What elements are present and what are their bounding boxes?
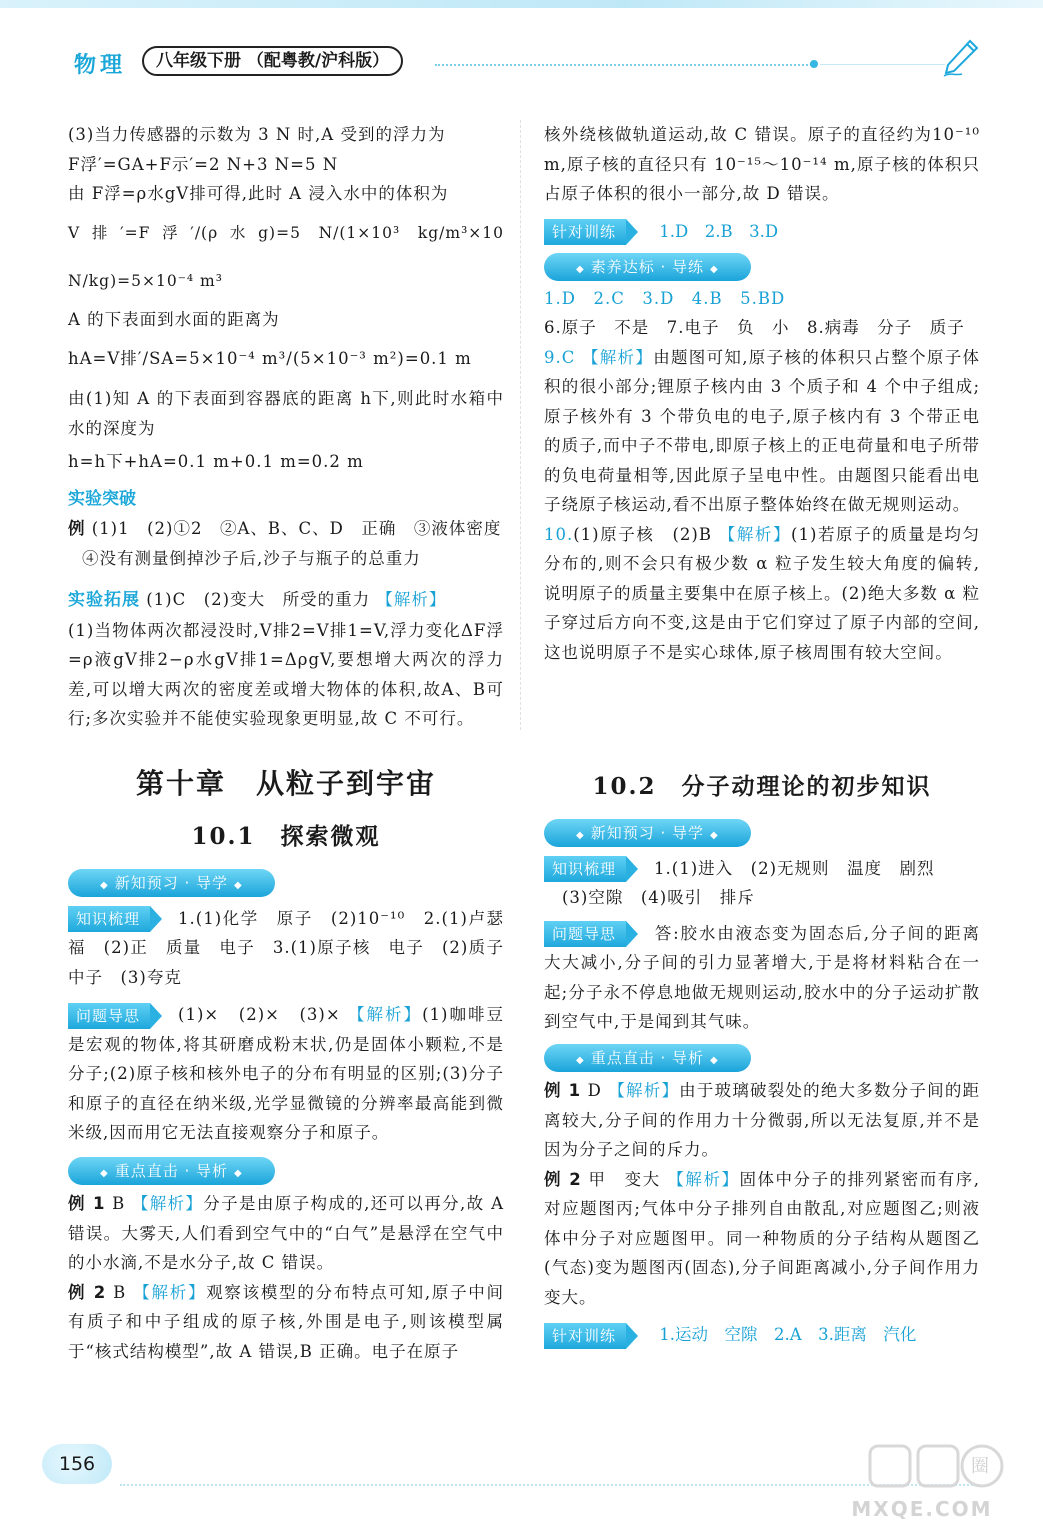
grade-label: 八年级下册	[156, 51, 241, 71]
example-answer: (1)1 (2)①2 ②A、B、C、D 正确 ③液体密度	[91, 519, 502, 538]
new-pill-row	[68, 868, 504, 898]
formula-line: F浮′=GA+F示′=2 N+3 N=5 N	[68, 154, 339, 174]
example-line	[68, 514, 504, 544]
answer-10-head: (1)原子核 (2)B	[573, 524, 712, 544]
pill-literacy: ◆ 素养达标 · 导练 ◆	[544, 253, 751, 281]
knowledge-block	[68, 904, 522, 993]
knowledge-text: 1.(1)化学 原子 (2)10⁻¹⁰ 2.(1)卢瑟福 (2)正 质量 电子 3.(1)原子核 电子 (2)质子 中子 (3)夸克	[68, 908, 522, 987]
pill-new-label: 新知预习 · 导学	[590, 824, 705, 842]
analysis-tag: 【解析】	[667, 1169, 740, 1189]
pill-new-label: 新知预习 · 导学	[114, 874, 229, 892]
pen-icon	[940, 38, 980, 78]
example-2-text: 观察该模型的分布特点可知,原子中间有质子和中子组成的原子核,外围是电子,则该模型属于“核式结构模型”,故 A 错误,B 正确。电子在原子	[68, 1282, 505, 1361]
tag-question: 问题导思	[544, 921, 626, 947]
svg-text:圈: 圈	[971, 1456, 989, 1477]
example-2-text: 固体中分子的排列紧密而有序,对应题图丙;气体中分子排列自由散乱,对应题图乙;则液体中分子对应题图甲。同一种物质的分子结构从题图乙(气态)变为题图丙(固态),分子间距离减小,分子间作用力变大。	[544, 1169, 981, 1307]
right-top-column	[544, 120, 980, 667]
example-1-text: 由于玻璃破裂处的绝大多数分子间的距离较大,分子间的作用力十分微弱,所以无法复原,并不是因为分子之间的斥力。	[544, 1081, 981, 1159]
answer-9-number: 9.C	[544, 347, 576, 367]
watermark-logo	[830, 1440, 1010, 1530]
subject-label: 物理	[74, 53, 127, 78]
training-row	[544, 1320, 980, 1350]
pill-key-label: 重点直击 · 导析	[590, 1048, 705, 1067]
header-dotted-line	[435, 64, 815, 66]
question-block	[68, 1000, 504, 1148]
example-2	[544, 1165, 980, 1313]
header-dot	[810, 60, 818, 68]
example-1-answer: D	[587, 1081, 602, 1100]
example-answer-cont: ④没有测量倒掉沙子后,沙子与瓶子的总重力	[82, 548, 421, 568]
question-text: (1)咖啡豆是宏观的物体,将其研磨成粉末状,仍是固体小颗粒,不是分子;(2)原子核和核外电子的分布有明显的区别;(3)分子和原子的直径在纳米级,光学显微镜的分辨率最高能到微米级,因而用它无法直接观察分子和原子。	[68, 1005, 505, 1142]
question-text: 答:胶水由液态变为固态后,分子间的距离大大减小,分子间的引力显著增大,于是将材料粘合在一起;分子永不停息地做无规则运动,胶水中的分子运动扩散到空气中,于是闻到其气味。	[544, 923, 980, 1031]
example-1-answer: B	[112, 1194, 126, 1213]
pill-key-points: ◆ 重点直击 · 导析 ◆	[68, 1157, 275, 1185]
page-header	[70, 44, 980, 80]
analysis-tag: 【解析】	[133, 1282, 207, 1302]
analysis-tag: 【解析】	[581, 347, 654, 367]
analysis-tag: 【解析】	[718, 524, 792, 544]
extension-paragraph: (1)当物体两次都浸没时,V排2=V排1=V,浮力变化ΔF浮=ρ液gV排2−ρ水gV排1=ΔρgV,要想增大两次的浮力差,可以增大两次的密度差或增大物体的体积,故A、B可行;多次实验并不能使实验现象更明显,故 C 不可行。	[68, 620, 504, 728]
section-10-2-column	[544, 818, 980, 1350]
knowledge-text: 1.(1)进入 (2)无规则 温度 剧烈	[654, 858, 935, 878]
top-decor-bar	[0, 0, 1043, 8]
column-divider	[520, 120, 521, 730]
answers-line: 6.原子 不是 7.电子 负 小 8.病毒 分子 质子	[544, 318, 965, 337]
tag-question: 问题导思	[68, 1003, 150, 1029]
example-2-label: 例 2	[68, 1282, 107, 1302]
pill-key-points: ◆ 重点直击 · 导析 ◆	[544, 1044, 751, 1072]
tag-knowledge: 知识梳理	[544, 856, 626, 882]
text-paragraph: 由(1)知 A 的下表面到容器底的距离 h下,则此时水箱中水的深度为	[68, 389, 504, 438]
text-line: (3)当力传感器的示数为 3 N 时,A 受到的浮力为	[68, 125, 446, 144]
example-2-answer: B	[113, 1282, 127, 1302]
text-line: A 的下表面到水面的距离为	[68, 309, 280, 329]
example-1-label: 例 1	[544, 1081, 582, 1100]
grade-edition-pill	[142, 46, 403, 76]
training-answers: 1.D 2.B 3.D	[659, 221, 779, 241]
section-10-1-column	[68, 868, 522, 1366]
example-1	[544, 1076, 980, 1165]
pill-key-label: 重点直击 · 导析	[114, 1161, 229, 1180]
question-head: (1)× (2)× (3)×	[178, 1005, 341, 1024]
extension-line	[68, 585, 504, 616]
answer-10-number: 10.	[544, 524, 574, 544]
tag-knowledge: 知识梳理	[68, 906, 150, 932]
pill-new-preview: ◆ 新知预习 · 导学 ◆	[68, 869, 275, 897]
knowledge-block	[544, 854, 980, 884]
text-line: 由 F浮=ρ水gV排可得,此时 A 浸入水中的体积为	[68, 184, 449, 203]
tag-training: 针对训练	[544, 1323, 626, 1349]
formula-line: hA=V排′/SA=5×10⁻⁴ m³/(5×10⁻³ m²)=0.1 m	[68, 349, 472, 368]
analysis-tag: 【解析】	[347, 1005, 423, 1024]
svg-text:MXQE.COM: MXQE.COM	[851, 1497, 993, 1521]
page-number: 156	[42, 1444, 112, 1484]
answer-9-text: 由题图可知,原子核的体积只占整个原子体积的很小部分;锂原子核内由 3 个质子和 4 个中子组成;原子核外有 3 个带负电的电子,原子核内有 3 个带正电的质子,而中子不带电,即原子核上的正电荷量和电子所带的负电荷量相等,因此原子呈电中性。由题图只能看出电子绕原子核运动,看不出原子整体始终在做无规则运动。	[544, 347, 981, 514]
answer-10-text: (1)若原子的质量是均匀分布的,则不会只有极少数 α 粒子发生较大角度的偏转,说明原子的质量主要集中在原子核上。(2)绝大多数 α 粒子穿过后方向不变,这是由于它们穿过了原子内部的空间,这也说明原子不是实心球体,原子核周围有较大空间。	[544, 524, 981, 662]
analysis-tag: 【解析】	[608, 1081, 680, 1100]
training-answers: 1.运动 空隙 2.A 3.距离 汽化	[659, 1325, 917, 1344]
analysis-tag: 【解析】	[131, 1194, 204, 1213]
section-title-10-2: 10.2 分子动理论的初步知识	[592, 773, 932, 800]
key-pill-row	[544, 1043, 980, 1073]
chapter-title: 第十章 从粒子到宇宙	[135, 767, 436, 800]
answer-10	[544, 520, 980, 668]
example-2-answer: 甲 变大	[588, 1169, 661, 1189]
pill-new-preview: ◆ 新知预习 · 导学 ◆	[544, 819, 751, 847]
example-label: 例	[68, 519, 86, 538]
example-1	[68, 1189, 504, 1278]
formula-line: h=h下+hA=0.1 m+0.1 m=0.2 m	[68, 452, 364, 471]
extension-answer: (1)C (2)变大 所受的重力	[146, 590, 371, 609]
section-title-10-1: 10.1 探索微观	[191, 823, 381, 850]
literacy-pill-row	[544, 252, 980, 282]
key-pill-row	[68, 1156, 504, 1186]
example-1-text: 分子是由原子构成的,还可以再分,故 A 错误。大雾天,人们看到空气中的“白气”是悬浮在空气中的小水滴,不是水分子,故 C 错误。	[68, 1194, 505, 1272]
header-line	[820, 64, 945, 65]
new-pill-row	[544, 818, 980, 848]
edition-label: （配粤教/沪科版）	[246, 51, 390, 71]
formula-line: V排′=F浮′/(ρ水g)=5 N/(1×10³ kg/m³×10 N/kg)=5×10⁻⁴ m³	[68, 223, 504, 290]
example-2-label: 例 2	[544, 1169, 582, 1189]
analysis-tag: 【解析】	[376, 590, 447, 609]
section-title-experiment: 实验突破	[68, 488, 136, 509]
example-1-label: 例 1	[68, 1194, 106, 1213]
knowledge-text-cont: (3)空隙 (4)吸引 排斥	[562, 888, 755, 907]
section-title-extension: 实验拓展	[68, 590, 140, 610]
question-block	[544, 919, 980, 1037]
answers-line: 1.D 2.C 3.D 4.B 5.BD	[544, 288, 786, 308]
pill-literacy-label: 素养达标 · 导练	[590, 258, 705, 276]
text-paragraph: 核外绕核做轨道运动,故 C 错误。原子的直径约为10⁻¹⁰ m,原子核的直径只有 10⁻¹⁵～10⁻¹⁴ m,原子核的体积只占原子体积的很小一部分,故 D 错误。	[544, 125, 980, 203]
tag-training: 针对训练	[544, 219, 626, 245]
training-row	[544, 217, 980, 247]
example-2	[68, 1278, 504, 1367]
left-top-column	[68, 120, 504, 734]
answer-9	[544, 343, 980, 520]
